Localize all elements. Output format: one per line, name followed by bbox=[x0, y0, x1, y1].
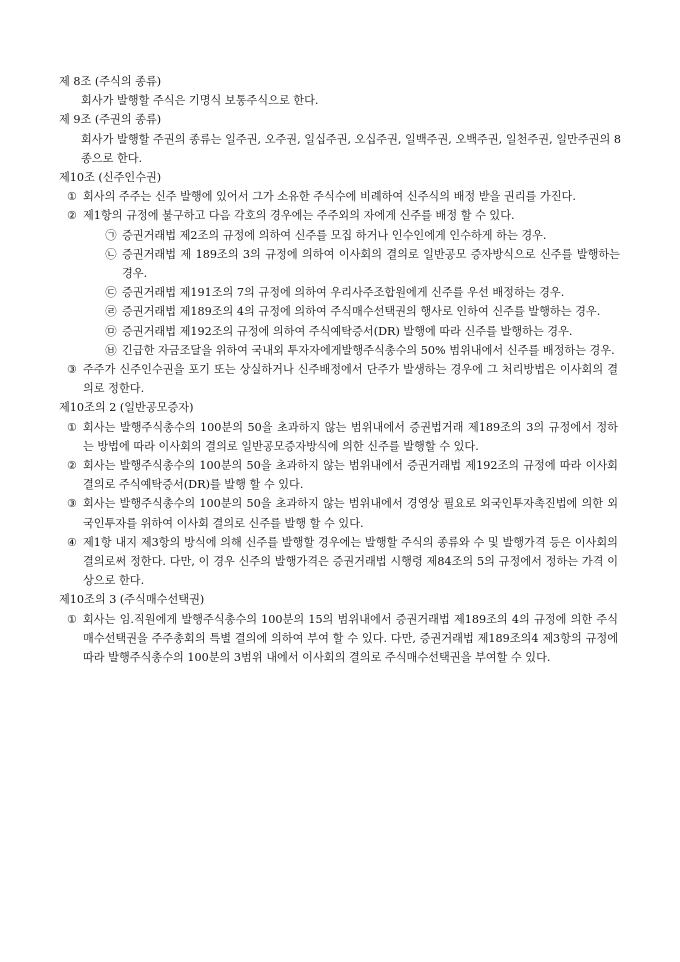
article-10-subitem-1 bbox=[105, 226, 620, 245]
article-10-2-heading: 제10조의 2 (일반공모증자) bbox=[59, 401, 194, 415]
article-10-3-item-1 bbox=[66, 610, 618, 668]
article-10-subitem-5 bbox=[105, 322, 620, 341]
item-text: 회사의 주주는 신주 발행에 있어서 그가 소유한 주식수에 비례하여 신주식의 배정 받을 권리를 가진다. bbox=[83, 190, 576, 204]
item-marker: ① bbox=[66, 612, 78, 626]
subitem-marker: ㉣ bbox=[105, 305, 117, 319]
article-10-item-2 bbox=[66, 206, 618, 225]
article-10-subitem-6 bbox=[105, 341, 620, 360]
article-8-heading: 제 8조 (주식의 종류) bbox=[59, 75, 162, 88]
article-10-heading: 제10조 (신주인수권) bbox=[59, 171, 162, 185]
item-text: 회사는 발행주식총수의 100분의 50을 초과하지 않는 범위내에서 증권법거래 제189조의 3의 규정에서 정하는 방법에 따라 이사회의 결의로 일반공모증자방식에 의한 신주를 발행할 수 있다. bbox=[83, 420, 618, 453]
item-text: 회사는 발행주식총수의 100분의 50을 초과하지 않는 범위내에서 증권거래법 제192조의 규정에 따라 이사회 결의로 주식예탁증서(DR)를 발행 할 수 있다. bbox=[83, 459, 618, 492]
item-marker: ① bbox=[66, 190, 78, 204]
subitem-marker: ㉠ bbox=[105, 228, 117, 242]
item-marker: ④ bbox=[66, 535, 78, 549]
item-text: 제1항의 규정에 불구하고 다음 각호의 경우에는 주주외의 자에게 신주를 배정 할 수 있다. bbox=[83, 209, 515, 223]
subitem-text: 증권거래법 제189조의 4의 규정에 의하여 주식매수선택권의 행사로 인하여 신주를 발행하는 경우. bbox=[122, 305, 601, 319]
article-10-item-1 bbox=[66, 187, 618, 206]
item-marker: ③ bbox=[66, 497, 78, 511]
subitem-text: 증권거래법 제192조의 규정에 의하여 주식예탁증서(DR) 발행에 따라 신주를 발행하는 경우. bbox=[122, 324, 573, 338]
subitem-text: 증권거래법 제191조의 7의 규정에 의하여 우리사주조합원에게 신주를 우선 배정하는 경우. bbox=[122, 286, 565, 300]
subitem-marker: ㉥ bbox=[105, 343, 117, 357]
article-10-2-item-4 bbox=[66, 533, 618, 591]
article-9-heading: 제 9조 (주권의 종류) bbox=[59, 113, 162, 127]
item-marker: ① bbox=[66, 420, 78, 434]
subitem-text: 긴급한 자금조달을 위하여 국내외 투자자에게발행주식총수의 50% 범위내에서 신주를 배정하는 경우. bbox=[122, 343, 615, 357]
item-text: 회사는 임.직원에게 발행주식총수의 100분의 15의 범위내에서 증권거래법 제189조의 4의 규정에 의한 주식매수선택권을 주주총회의 특별 결의에 의하여 부여 할 수 있다. 다만, 증권거래법 제189조의4 제3항의 규정에 따라 발행주식총수의 100분의 3범위 내에서 이사회의 결의로 주식매수선택권을 부여할 수 있다. bbox=[83, 612, 618, 665]
subitem-text: 증권거래법 제 189조의 3의 규정에 의하여 이사회의 결의로 일반공모 증자방식으로 신주를 발행하는 경우. bbox=[122, 247, 620, 281]
article-10-subitem-3 bbox=[105, 283, 620, 302]
article-10-subitem-2 bbox=[105, 245, 620, 283]
article-10-subitem-4 bbox=[105, 302, 620, 321]
subitem-marker: ㉡ bbox=[105, 247, 117, 261]
item-text: 주주가 신주인수권을 포기 또는 상실하거나 신주배정에서 단주가 발생하는 경우에 그 처리방법은 이사회의 결의로 정한다. bbox=[83, 363, 618, 396]
article-8-body: 회사가 발행할 주식은 기명식 보통주식으로 한다. bbox=[81, 94, 319, 108]
article-10-3-heading: 제10조의 3 (주식매수선택권) bbox=[59, 593, 205, 607]
article-10-item-3 bbox=[66, 360, 618, 398]
article-10-2-item-3 bbox=[66, 494, 618, 532]
item-marker: ② bbox=[66, 459, 78, 473]
article-10-2-item-1 bbox=[66, 418, 618, 456]
item-text: 회사는 발행주식총수의 100분의 50을 초과하지 않는 범위내에서 경영상 필요로 외국인투자촉진법에 의한 외국인투자를 위하여 이사회 결의로 신주를 발행 할 수 있다. bbox=[83, 497, 618, 530]
item-text: 제1항 내지 제3항의 방식에 의해 신주를 발행할 경우에는 발행할 주식의 종류와 수 및 발행가격 등은 이사회의 결의로써 정한다. 다만, 이 경우 신주의 발행가격은 증권거래법 시행령 제84조의 5의 규정에서 정하는 가격 이상으로 한다. bbox=[83, 535, 618, 588]
subitem-marker: ㉤ bbox=[105, 324, 117, 338]
article-9-body: 회사가 발행할 주권의 종류는 일주권, 오주권, 일십주권, 오십주권, 일백주권, 오백주권, 일천주권, 일만주권의 8종으로 한다. bbox=[81, 132, 621, 165]
document-page bbox=[0, 72, 680, 667]
subitem-text: 증권거래법 제2조의 규정에 의하여 신주를 모집 하거나 인수인에게 인수하게 하는 경우. bbox=[122, 228, 547, 242]
subitem-marker: ㉢ bbox=[105, 286, 117, 300]
article-10-2-item-2 bbox=[66, 456, 618, 494]
item-marker: ② bbox=[66, 209, 78, 223]
item-marker: ③ bbox=[66, 363, 78, 377]
